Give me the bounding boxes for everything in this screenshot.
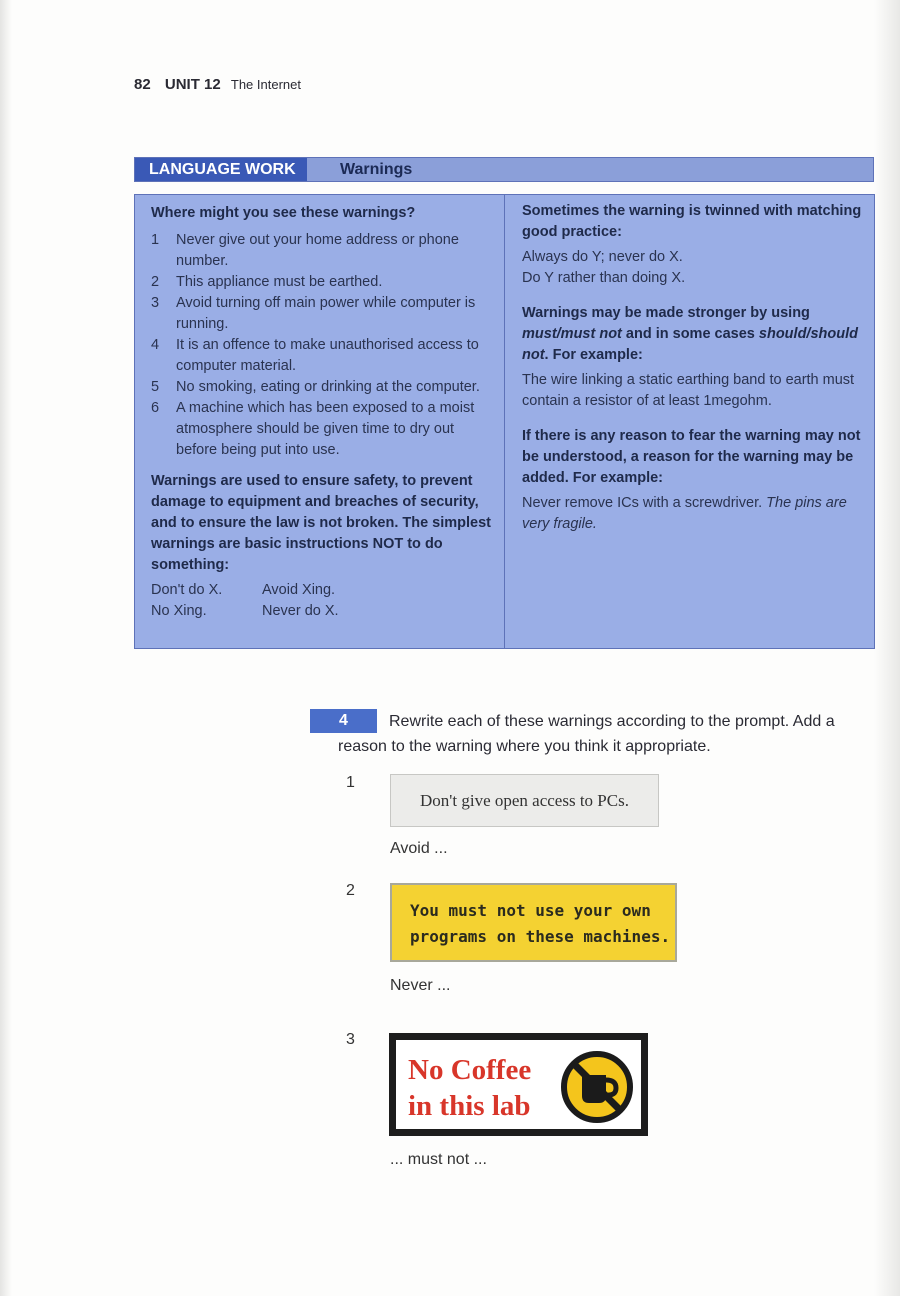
rewrite-prompt-2: Never ... — [390, 977, 451, 994]
stronger-example: The wire linking a static earthing band to earth must contain a resistor of at least 1megohm. — [522, 372, 855, 409]
rewrite-prompt-3: ... must not ... — [390, 1151, 487, 1168]
right-column — [522, 201, 867, 535]
no-coffee-text: No Coffee in this lab — [408, 1054, 532, 1122]
item-number: 2 — [346, 882, 355, 899]
twinned-examples: Always do Y; never do X. Do Y rather than doing X. — [522, 249, 686, 286]
list-item: 2 This appliance must be earthed. — [151, 274, 383, 290]
unit-title: The Internet — [230, 77, 301, 92]
list-item: 3 Avoid turning off main power while computer is running. — [151, 295, 476, 332]
language-work-header — [134, 157, 874, 182]
warnings-question: Where might you see these warnings? — [151, 205, 416, 221]
usage-note: Warnings are used to ensure safety, to prevent damage to equipment and breaches of security, and to ensure the law is not broken. The simplest warnings are basic instructions NOT to do something: — [151, 473, 492, 573]
page-edge-shadow — [874, 0, 900, 1296]
list-item: 5 No smoking, eating or drinking at the computer. — [151, 379, 480, 395]
warnings-list — [151, 230, 491, 461]
stronger-heading: Warnings may be made stronger by using must/must not and in some cases should/should not. For example: — [522, 305, 858, 363]
form-row: Don't do X. Avoid Xing. — [151, 582, 336, 598]
language-work-title: Warnings — [340, 161, 413, 178]
no-coffee-icon — [560, 1050, 634, 1124]
language-work-tag: LANGUAGE WORK — [135, 158, 307, 181]
reason-example: Never remove ICs with a screwdriver. The pins are very fragile. — [522, 495, 847, 532]
reason-heading: If there is any reason to fear the warning may not be understood, a reason for the warning may be added. For example: — [522, 428, 861, 486]
page-number: 82 — [134, 76, 151, 93]
warning-sign-1: Don't give open access to PCs. — [390, 774, 659, 827]
list-item: 4 It is an offence to make unauthorised access to computer material. — [151, 337, 479, 374]
exercise-number-badge: 4 — [310, 709, 377, 733]
rewrite-prompt-1: Avoid ... — [390, 840, 448, 857]
item-number: 3 — [346, 1031, 355, 1048]
form-row: No Xing. Never do X. — [151, 603, 339, 619]
warning-sign-2: You must not use your own programs on these machines. — [390, 883, 677, 962]
left-column — [151, 203, 491, 622]
column-divider — [504, 195, 505, 648]
twinned-heading: Sometimes the warning is twinned with matching good practice: — [522, 203, 862, 240]
running-head — [134, 76, 301, 94]
list-item: 6 A machine which has been exposed to a moist atmosphere should be given time to dry out before being put into use. — [151, 400, 475, 458]
list-item: 1 Never give out your home address or phone number. — [151, 232, 459, 269]
warning-sign-3 — [389, 1033, 648, 1136]
warning-forms — [151, 580, 491, 622]
language-work-box — [134, 194, 875, 649]
page-gutter-shadow — [0, 0, 12, 1296]
unit-label: UNIT 12 — [164, 76, 221, 93]
exercise-instruction: Rewrite each of these warnings according to the prompt. Add a reason to the warning where you think it appropriate. — [338, 713, 835, 755]
item-number: 1 — [346, 774, 355, 791]
